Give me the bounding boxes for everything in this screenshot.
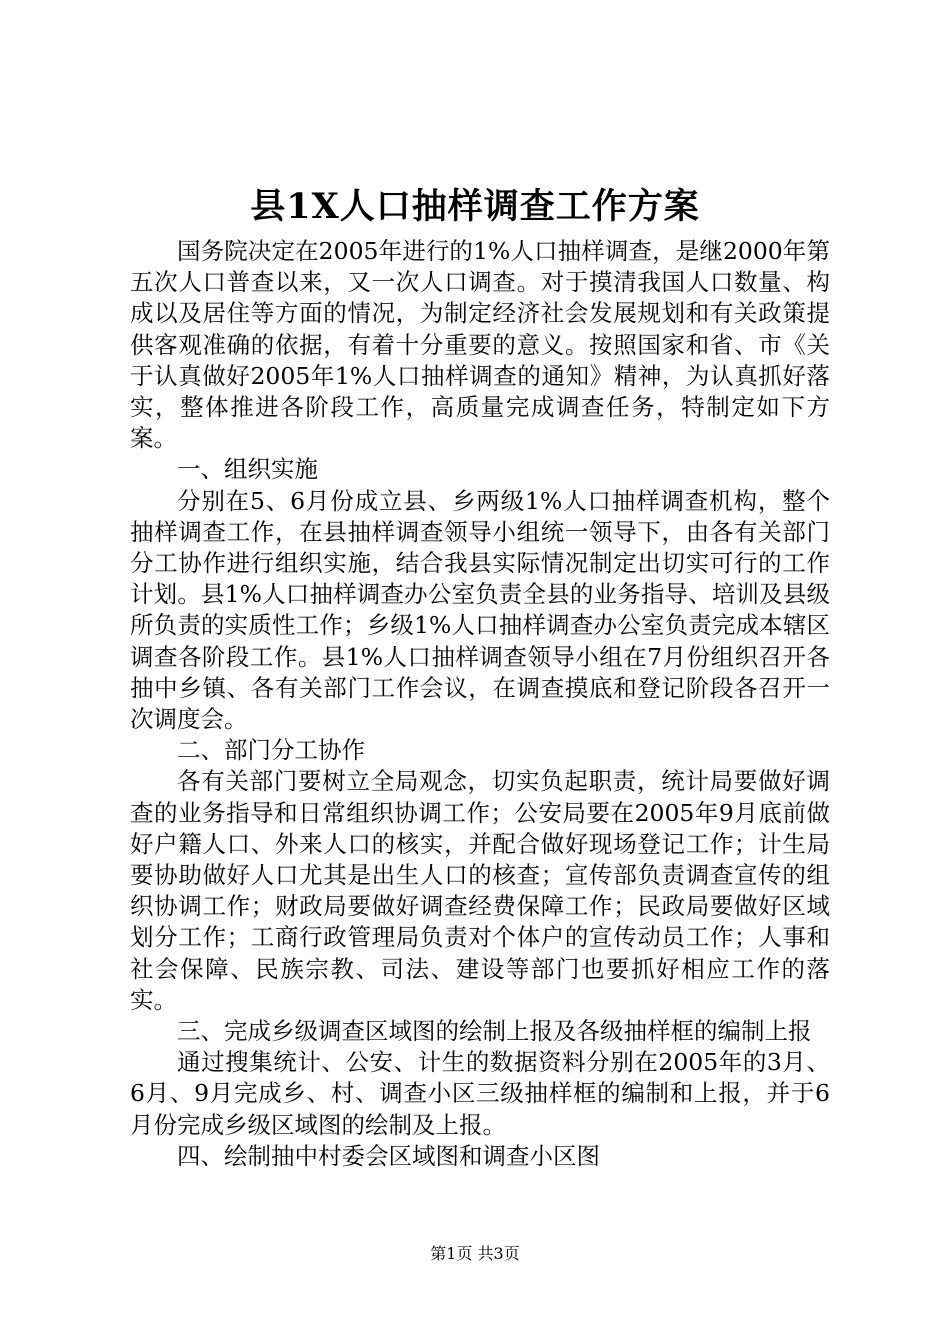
section-heading-1: 一、组织实施	[177, 455, 318, 484]
paragraph-section-2: 各有关部门要树立全局观念，切实负起职责，统计局要做好调查的业务指导和日常组织协调工作；公安局要在2005年9月底前做好户籍人口、外来人口的核实，并配合做好现场登记工作；计生局要协助做好人口尤其是出生人口的核查；宣传部负责调查宣传的组织协调工作；财政局要做好调查经费保障工作；民政局要做好区域划分工作；工商行政管理局负责对个体户的宣传动员工作；人事和社会保障、民族宗教、司法、建设等部门也要抓好相应工作的落实。	[130, 767, 830, 1014]
section-heading-3: 三、完成乡级调查区域图的绘制上报及各级抽样框的编制上报	[177, 1017, 812, 1046]
paragraph-section-3: 通过搜集统计、公安、计生的数据资料分别在2005年的3月、6月、9月完成乡、村、调查小区三级抽样框的编制和上报，并于6月份完成乡级区域图的绘制及上报。	[130, 1048, 830, 1139]
paragraph-intro: 国务院决定在2005年进行的1%人口抽样调查，是继2000年第五次人口普查以来，又一次人口调查。对于摸清我国人口数量、构成以及居住等方面的情况，为制定经济社会发展规划和有关政策提供客观准确的依据，有着十分重要的意义。按照国家和省、市《关于认真做好2005年1%人口抽样调查的通知》精神，为认真抓好落实，整体推进各阶段工作，高质量完成调查任务，特制定如下方案。	[130, 237, 830, 453]
page-number-footer: 第1页 共3页	[430, 1244, 520, 1263]
section-heading-2: 二、部门分工协作	[177, 736, 365, 765]
document-title: 县1X人口抽样调查工作方案	[250, 186, 700, 227]
document-body	[130, 236, 830, 1172]
paragraph-section-1: 分别在5、6月份成立县、乡两级1%人口抽样调查机构，整个抽样调查工作，在县抽样调查领导小组统一领导下，由各有关部门分工协作进行组织实施，结合我县实际情况制定出切实可行的工作计划。县1%人口抽样调查办公室负责全县的业务指导、培训及县级所负责的实质性工作；乡级1%人口抽样调查办公室负责完成本辖区调查各阶段工作。县1%人口抽样调查领导小组在7月份组织召开各抽中乡镇、各有关部门工作会议，在调查摸底和登记阶段各召开一次调度会。	[130, 486, 830, 734]
section-heading-4: 四、绘制抽中村委会区域图和调查小区图	[177, 1141, 600, 1170]
